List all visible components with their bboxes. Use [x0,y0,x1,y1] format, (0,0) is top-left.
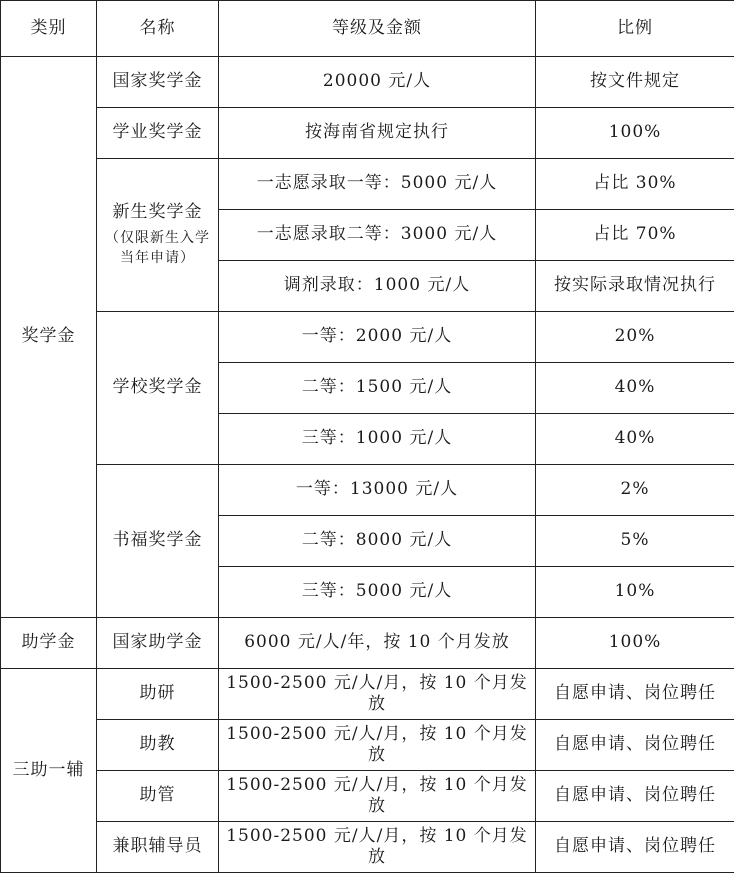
freshman-name: 新生奖学金 [113,202,203,222]
amount-cell: 一志愿录取一等：5000 元/人 [219,159,536,210]
amount-cell: 一志愿录取二等：3000 元/人 [219,210,536,261]
table-row [1,771,734,822]
ratio-cell: 占比 70% [536,210,734,261]
header-category: 类别 [1,1,97,57]
amount-cell: 6000 元/人/年，按 10 个月发放 [219,618,536,669]
amount-cell: 一等：2000 元/人 [219,312,536,363]
ratio-cell: 10% [536,567,734,618]
name-cell-freshman [97,159,219,312]
header-name: 名称 [97,1,219,57]
category-grant: 助学金 [1,618,97,669]
amount-cell: 二等：8000 元/人 [219,516,536,567]
table-row [1,618,734,669]
ratio-cell: 自愿申请、岗位聘任 [536,822,734,873]
ratio-cell: 自愿申请、岗位聘任 [536,771,734,822]
amount-cell: 三等：5000 元/人 [219,567,536,618]
name-cell: 助研 [97,669,219,720]
ratio-cell: 自愿申请、岗位聘任 [536,720,734,771]
name-cell-shufu: 书福奖学金 [97,465,219,618]
amount-cell: 1500-2500 元/人/月，按 10 个月发放 [219,822,536,873]
ratio-cell: 40% [536,414,734,465]
ratio-cell: 按实际录取情况执行 [536,261,734,312]
name-cell: 助管 [97,771,219,822]
header-amount: 等级及金额 [219,1,536,57]
name-cell: 国家助学金 [97,618,219,669]
ratio-cell: 40% [536,363,734,414]
category-three-assist: 三助一辅 [1,669,97,873]
freshman-note: （仅限新生入学当年申请） [99,229,216,268]
amount-cell: 二等：1500 元/人 [219,363,536,414]
header-row [1,1,734,57]
table-row [1,57,734,108]
amount-cell: 1500-2500 元/人/月，按 10 个月发放 [219,669,536,720]
table-row [1,720,734,771]
ratio-cell: 100% [536,108,734,159]
ratio-cell: 按文件规定 [536,57,734,108]
amount-cell: 1500-2500 元/人/月，按 10 个月发放 [219,771,536,822]
ratio-cell: 占比 30% [536,159,734,210]
ratio-cell: 5% [536,516,734,567]
table-row [1,108,734,159]
ratio-cell: 2% [536,465,734,516]
name-cell-school: 学校奖学金 [97,312,219,465]
category-scholarship: 奖学金 [1,57,97,618]
ratio-cell: 100% [536,618,734,669]
table-row [1,822,734,873]
table-row [1,669,734,720]
table-row [1,312,734,363]
name-cell: 助教 [97,720,219,771]
amount-cell: 调剂录取：1000 元/人 [219,261,536,312]
amount-cell: 20000 元/人 [219,57,536,108]
amount-cell: 1500-2500 元/人/月，按 10 个月发放 [219,720,536,771]
table-row [1,159,734,210]
table-row [1,465,734,516]
ratio-cell: 自愿申请、岗位聘任 [536,669,734,720]
amount-cell: 一等：13000 元/人 [219,465,536,516]
name-cell: 国家奖学金 [97,57,219,108]
ratio-cell: 20% [536,312,734,363]
name-cell: 学业奖学金 [97,108,219,159]
amount-cell: 按海南省规定执行 [219,108,536,159]
amount-cell: 三等：1000 元/人 [219,414,536,465]
name-cell: 兼职辅导员 [97,822,219,873]
header-ratio: 比例 [536,1,734,57]
